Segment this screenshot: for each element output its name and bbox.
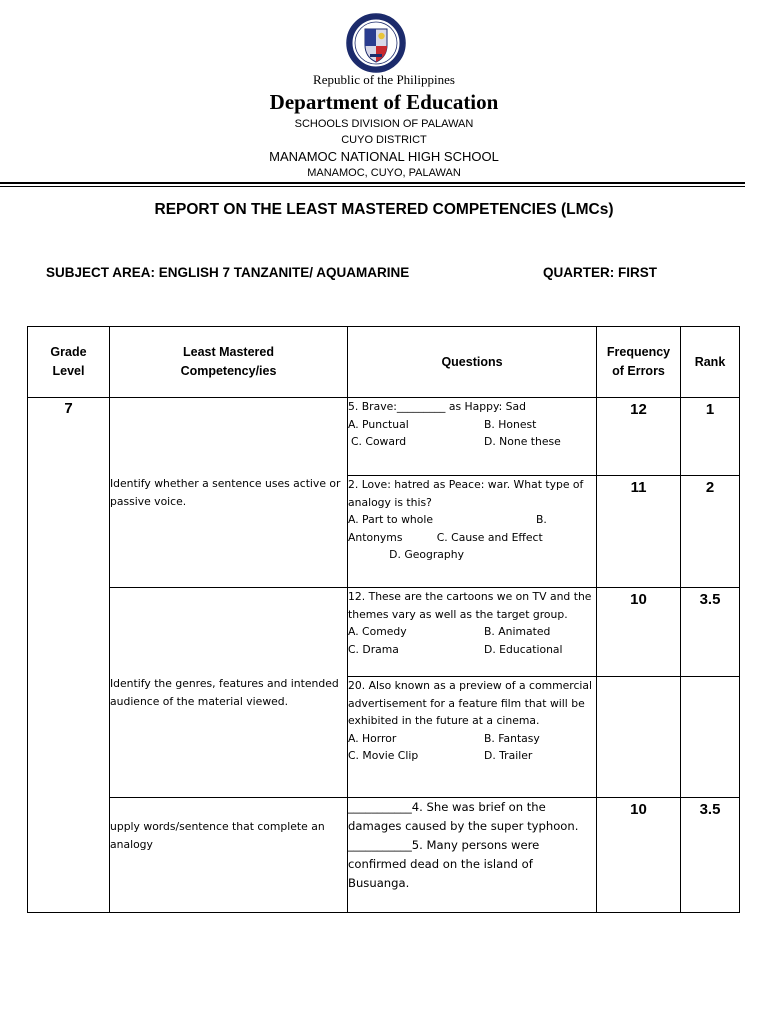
subject-area: SUBJECT AREA: ENGLISH 7 TANZANITE/ AQUAMARINE [46, 265, 410, 280]
answer-options [348, 730, 596, 765]
republic-label: Republic of the Philippines [313, 72, 455, 87]
division-name: SCHOOLS DIVISION OF PALAWAN [294, 118, 474, 130]
lmc-table [27, 326, 740, 913]
quarter-label: QUARTER: FIRST [543, 265, 657, 280]
frequency-cell: 10 [597, 798, 681, 913]
frequency-cell: 11 [597, 476, 681, 588]
report-title: REPORT ON THE LEAST MASTERED COMPETENCIES (LMCs) [154, 201, 614, 218]
question-text: 2. Love: hatred as Peace: war. What type of analogy is this? [348, 478, 584, 509]
competency-cell: Identify the genres, features and intended audience of the material viewed. [110, 588, 348, 798]
question-text: 20. Also known as a preview of a commercial advertisement for a feature film that will be exhibited in the future at a cinema. [348, 679, 593, 728]
option: D. Trailer [484, 749, 533, 763]
option: D. Educational [484, 642, 563, 656]
header-divider-thin [0, 186, 745, 187]
option: C. Drama [348, 642, 399, 656]
answer-options [348, 416, 596, 451]
option: C. Movie Clip [348, 749, 419, 763]
grade-level-cell: 7 [28, 398, 110, 913]
frequency-cell [597, 677, 681, 798]
answer-options [348, 623, 596, 658]
question-cell [348, 677, 597, 798]
question-cell [348, 398, 597, 476]
table-header-row [28, 327, 740, 398]
header-divider [0, 182, 745, 184]
rank-cell: 1 [681, 398, 740, 476]
question-cell [348, 476, 597, 588]
competency-cell: Identify whether a sentence uses active or passive voice. [110, 398, 348, 588]
answer-option-line: Antonyms C. Cause and Effect [348, 530, 543, 544]
question-cell [348, 588, 597, 677]
option: A. Horror [348, 731, 397, 745]
frequency-cell: 12 [597, 398, 681, 476]
table-row [28, 588, 740, 677]
option: C. Coward [351, 435, 407, 449]
rank-cell: 2 [681, 476, 740, 588]
header-grade-level: Grade Level [28, 327, 110, 398]
competency-cell: upply words/sentence that complete an analogy [110, 798, 348, 913]
rank-cell [681, 677, 740, 798]
table-row [28, 398, 740, 476]
header-competency: Least Mastered Competency/ies [110, 327, 348, 398]
deped-seal-logo [346, 12, 406, 74]
school-name: MANAMOC NATIONAL HIGH SCHOOL [269, 149, 499, 164]
header-rank: Rank [681, 327, 740, 398]
question-text: 12. These are the cartoons we on TV and the themes vary as well as the target group. [348, 590, 592, 621]
district-name: CUYO DISTRICT [341, 134, 427, 146]
option: A. Punctual [348, 417, 409, 431]
question-text: ___________4. She was brief on the damages caused by the super typhoon. [348, 800, 579, 833]
rank-cell: 3.5 [681, 798, 740, 913]
department-name: Department of Education [269, 90, 499, 114]
option: B. Animated [484, 625, 551, 639]
option: D. None these [484, 435, 561, 449]
answer-option-line: D. Geography [348, 548, 464, 562]
question-cell [348, 798, 597, 913]
table-row [28, 798, 740, 913]
frequency-cell: 10 [597, 588, 681, 677]
header-frequency: Frequency of Errors [597, 327, 681, 398]
option: B. Honest [484, 417, 537, 431]
option: A. Comedy [348, 625, 407, 639]
question-text: ___________5. Many persons were confirmed dead on the island of Busuanga. [348, 838, 540, 890]
rank-cell: 3.5 [681, 588, 740, 677]
question-text: 5. Brave:_________ as Happy: Sad [348, 400, 526, 413]
school-address: MANAMOC, CUYO, PALAWAN [307, 167, 461, 179]
header-questions: Questions [348, 327, 597, 398]
option: B. Fantasy [484, 731, 540, 745]
answer-option-line: A. Part to whole B. [348, 513, 547, 527]
